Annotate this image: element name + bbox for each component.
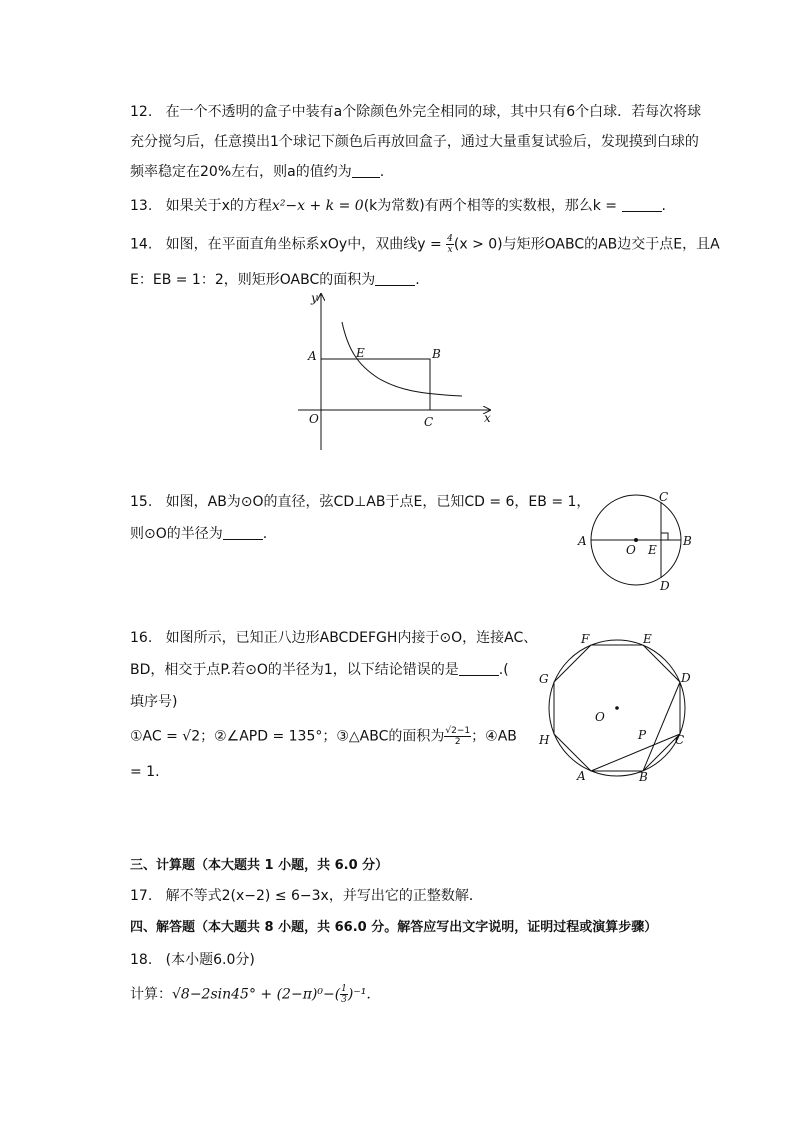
fraction [446,234,454,255]
question-text: 在一个不透明的盒子中装有a个除颜色外完全相同的球，其中只有6个白球．若每次将球 [165,104,702,120]
label-b: B [639,770,648,784]
question-12-line-3: 频率稳定在20%左右，则a的值约为 . [130,164,385,180]
rectangle-oabc [321,359,430,410]
question-18-expression [130,984,371,1005]
question-text: (k为常数)有两个相等的实数根，那么k = [363,198,622,214]
fraction [340,984,348,1005]
sqrt-sign: √ [172,986,181,1003]
answer-blank [223,525,263,540]
label-a: A [308,349,317,363]
question-14-line-1 [130,234,720,255]
question-number: 13. [130,198,153,214]
question-15-line-1 [130,492,590,512]
option-text: ①AC = √2；②∠APD = 135°；③△ABC的面积为 [130,728,445,745]
hyperbola-rectangle-figure [290,290,500,455]
fraction [444,726,471,747]
right-angle-mark [661,533,668,540]
label-p: P [638,728,647,742]
label-f: F [581,632,590,646]
label-g: G [539,672,549,686]
question-title: (本小题6.0分) [165,952,255,968]
section-4-heading: 四、解答题（本大题共 8 小题，共 66.0 分。解答应写出文字说明，证明过程或演算步骤） [130,920,658,935]
expression: )⁻¹. [347,986,371,1003]
circle-chord-figure [574,488,704,596]
fraction-denominator: 3 [341,995,347,1005]
option-text: ；④AB [471,728,517,745]
label-a: A [577,769,586,783]
label-a: A [578,534,587,548]
question-text: 频率稳定在20%左右，则a的值约为 [130,164,352,180]
segment-bd [643,682,680,771]
label-o: O [309,412,319,426]
question-12-line-1 [130,102,701,122]
question-16-line-2 [130,660,509,680]
expression: 8−2sin45° + (2−π)⁰−( [180,986,341,1003]
question-15-line-2: 则⊙O的半径为 . [130,526,268,542]
question-text: 则⊙O的半径为 [130,526,223,542]
label-e: E [648,543,657,557]
question-number: 15. [130,494,153,510]
question-text: (x > 0)与矩形OABC的AB边交于点E，且A [453,236,720,253]
question-number: 16. [130,630,153,646]
question-number: 12. [130,104,153,120]
punctuation: .( [498,662,509,678]
label-h: H [539,733,550,747]
question-16-line-3: 填序号) [130,694,178,710]
question-14-line-2: E：EB = 1：2，则矩形OABC的面积为 . [130,272,420,288]
question-text: 如图所示，已知正八边形ABCDEFGH内接于⊙O，连接AC、 [165,630,538,646]
label-c: C [659,490,669,504]
label-c: C [424,415,434,429]
fraction-numerator: 4 [447,234,453,244]
octagon-figure [535,630,700,785]
question-text: 如果关于x的方程 [165,198,272,214]
answer-blank [459,661,499,676]
answer-blank [622,197,662,212]
label-o: O [595,710,605,724]
segment-ac [591,734,680,771]
center-dot [615,706,619,710]
fraction-numerator: 1 [341,984,347,994]
label-c: C [675,733,685,747]
label-x: x [484,411,491,425]
question-18-header [130,950,255,970]
question-text: E：EB = 1：2，则矩形OABC的面积为 [130,272,376,288]
question-number: 18. [130,952,153,968]
label-b: B [432,347,441,361]
answer-blank [352,163,380,178]
label-e: E [356,346,365,360]
equation: x²−x + k = 0 [271,198,364,214]
fraction-denominator: x [447,245,453,255]
question-13: 13. 如果关于x的方程x²−x + k = 0(k为常数)有两个相等的实数根，那么k = . [130,198,666,214]
label-d: D [660,579,670,593]
question-16-line-1 [130,628,537,648]
question-16-options [130,726,517,747]
label-d: D [681,671,691,685]
label-o: O [626,543,636,557]
question-16-line-5: = 1. [130,764,160,780]
question-12-line-2: 充分搅匀后，任意摸出1个球记下颜色后再放回盒子，通过大量重复试验后，发现摸到白球的 [130,134,699,150]
label-y: y [311,291,318,305]
question-text: 如图，AB为⊙O的直径，弦CD⊥AB于点E，已知CD = 6，EB = 1， [165,494,591,510]
section-3-heading: 三、计算题（本大题共 1 小题，共 6.0 分） [130,858,389,873]
question-label: 计算： [130,986,172,1003]
question-text: BD，相交于点P.若⊙O的半径为1，以下结论错误的是 [130,662,459,678]
question-text: 解不等式2(x−2) ≤ 6−3x，并写出它的正整数解． [165,888,483,904]
fraction-numerator: √2−1 [445,726,471,736]
label-b: B [683,534,692,548]
answer-blank [375,271,415,286]
question-text: 如图，在平面直角坐标系xOy中，双曲线y = [165,236,447,253]
question-number: 17. [130,888,153,904]
question-number: 14. [130,236,153,253]
center-dot [634,538,638,542]
fraction-denominator: 2 [454,737,461,747]
question-17 [130,886,483,906]
label-e: E [643,632,652,646]
